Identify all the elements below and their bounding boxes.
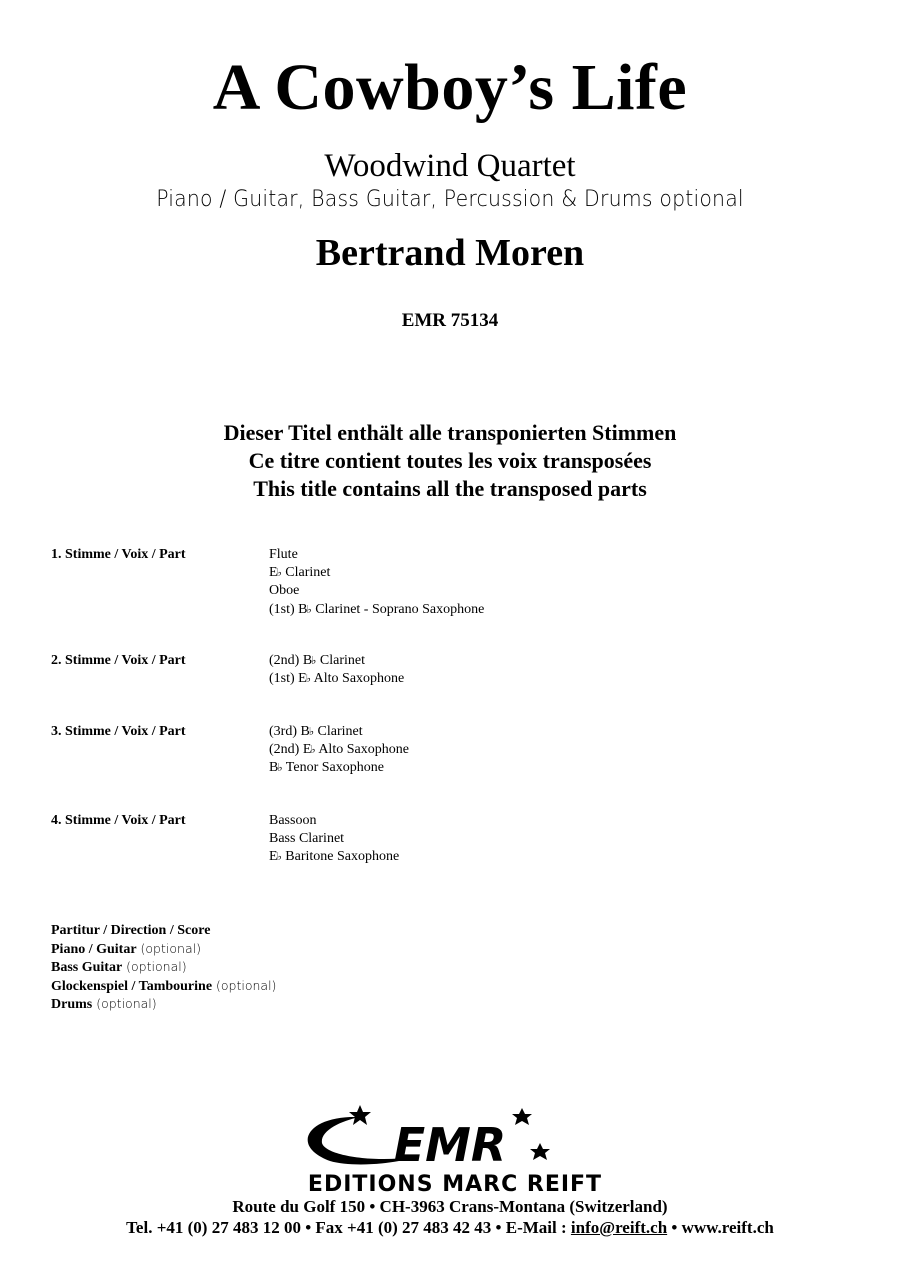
composer-name: Bertrand Moren — [315, 232, 585, 274]
part-instrument-list — [269, 723, 409, 778]
flat-symbol: ♭ — [310, 744, 316, 757]
flat-symbol: ♭ — [277, 762, 283, 775]
part-label: 3. Stimme / Voix / Part — [51, 724, 186, 739]
svg-text:EDITIONS MARC REIFT: EDITIONS MARC REIFT — [307, 1172, 603, 1197]
part-label: 1. Stimme / Voix / Part — [51, 547, 186, 562]
flat-symbol: ♭ — [276, 851, 282, 864]
extra-part-item: Drums (optional) — [51, 996, 157, 1012]
notice-french: Ce titre contient toutes les voix transposées — [248, 448, 652, 473]
flat-symbol: ♭ — [311, 655, 317, 667]
instrument-item: (2nd) E♭ Alto Saxophone — [269, 742, 409, 758]
notice-english: This title contains all the transposed parts — [253, 476, 647, 501]
instrument-item: Bass Clarinet — [269, 831, 345, 847]
part-instrument-list — [269, 812, 399, 867]
flat-symbol: ♭ — [306, 603, 312, 616]
flat-symbol: ♭ — [276, 567, 282, 580]
extra-part-item: Glockenspiel / Tambourine (optional) — [51, 977, 277, 994]
extra-part-item: Partitur / Direction / Score — [51, 923, 211, 938]
instrument-item: (3rd) B♭ Clarinet — [269, 724, 363, 739]
catalog-number: EMR 75134 — [401, 310, 499, 331]
extra-part-item: Bass Guitar (optional) — [51, 959, 187, 975]
email-link[interactable]: info@reift.ch — [570, 1218, 668, 1237]
notice-german: Dieser Titel enthält alle transponierten Stimmen — [223, 420, 677, 445]
subtitle: Woodwind Quartet — [324, 148, 576, 184]
instrument-item: B♭ Tenor Saxophone — [269, 760, 384, 776]
instrument-item: (1st) E♭ Alto Saxophone — [269, 671, 405, 687]
publisher-logo — [290, 1105, 620, 1197]
part-label: 2. Stimme / Voix / Part — [51, 653, 186, 668]
publisher-address: Route du Golf 150 • CH-3963 Crans-Montana (Switzerland) — [232, 1197, 668, 1216]
instrument-item: (2nd) B♭ Clarinet — [269, 653, 365, 668]
part-instrument-list — [269, 652, 404, 688]
extra-parts-list — [51, 921, 276, 1014]
extra-part-item: Piano / Guitar (optional) — [51, 940, 201, 957]
instrument-item: Oboe — [269, 583, 300, 599]
part-instrument-list — [269, 546, 484, 619]
part-label: 4. Stimme / Voix / Part — [51, 813, 186, 828]
svg-text:EMR: EMR — [393, 1118, 507, 1172]
publisher-contact: Tel. +41 (0) 27 483 12 00 • Fax +41 (0) 27 483 42 43 • E-Mail : info@reift.ch • www.reift.ch — [126, 1218, 774, 1237]
flat-symbol: ♭ — [308, 726, 315, 738]
instrument-item: (1st) B♭ Clarinet - Soprano Saxophone — [269, 601, 485, 617]
instrument-item: E♭ Baritone Saxophone — [269, 849, 400, 865]
instrument-item: Bassoon — [269, 813, 317, 828]
page-title: A Cowboy’s Life — [212, 51, 688, 124]
instrument-item: E♭ Clarinet — [269, 565, 331, 581]
flat-symbol: ♭ — [305, 673, 311, 686]
instrument-item: Flute — [269, 547, 298, 562]
instrumentation-line: Piano / Guitar, Bass Guitar, Percussion & Drums optional — [156, 187, 744, 212]
